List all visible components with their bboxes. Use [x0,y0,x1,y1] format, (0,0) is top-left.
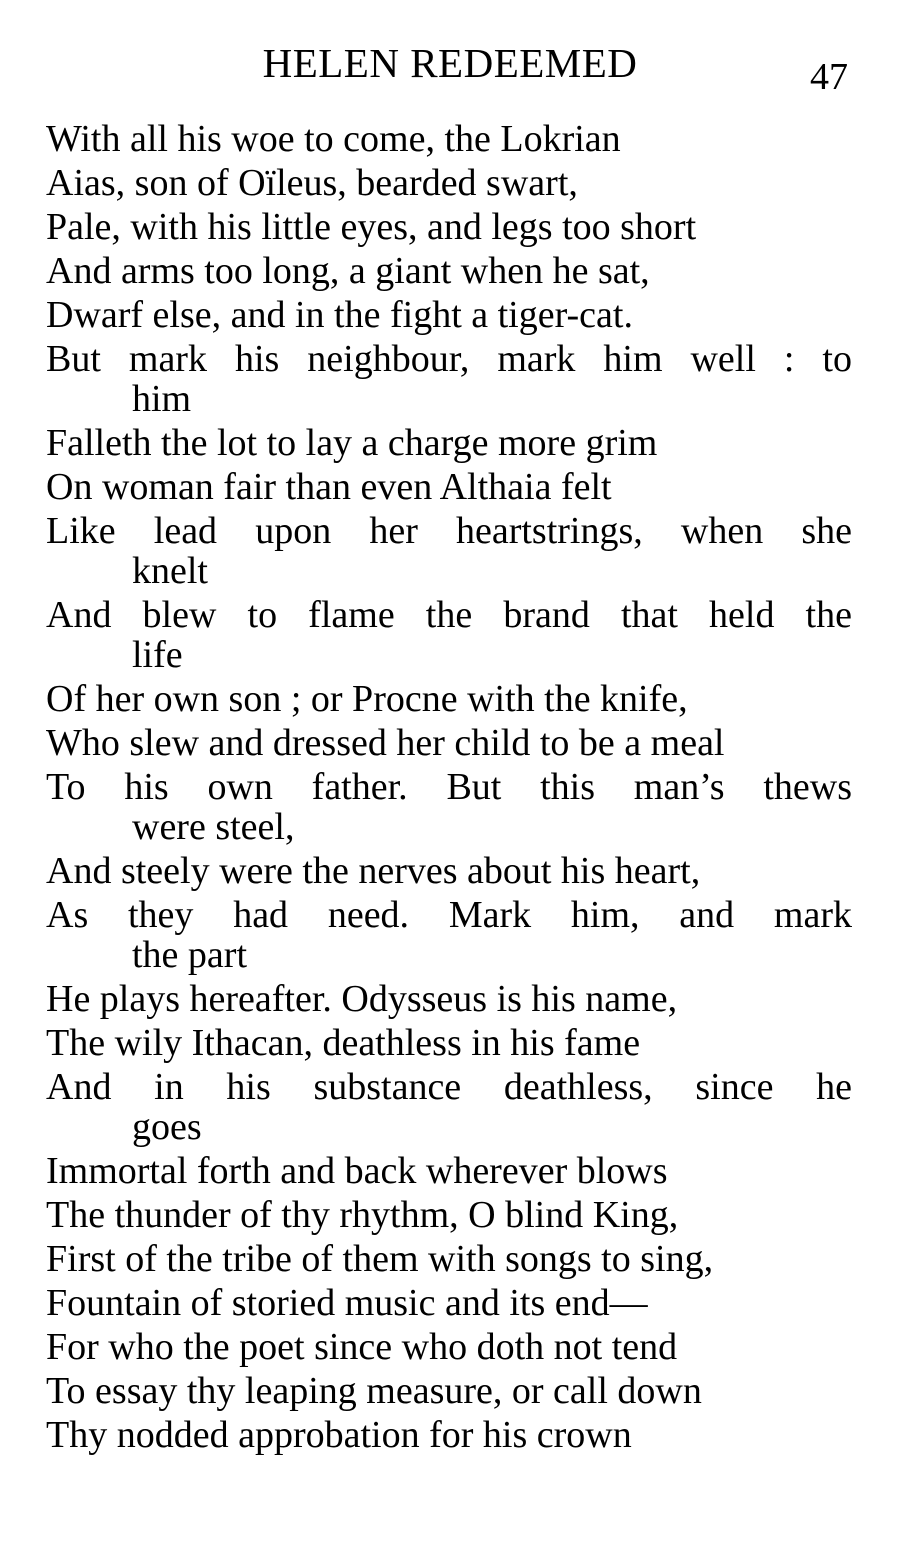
poem-line: To essay thy leaping measure, or call down [46,1370,702,1412]
poem-line-turnover: knelt [132,550,208,592]
poem-line: First of the tribe of them with songs to sing, [46,1238,714,1280]
poem-line-turnover: were steel, [132,806,295,848]
poem-line: He plays hereafter. Odysseus is his name, [46,978,678,1020]
poem-line: On woman fair than even Althaia felt [46,466,612,508]
poem-line: To his own father. But this man’s thews [46,766,852,808]
poem-line-turnover: him [132,378,192,420]
poem-text [46,117,852,1457]
poem-line: And in his substance deathless, since he [46,1066,852,1108]
poem-line: Falleth the lot to lay a charge more grim [46,422,658,464]
poem-line: And steely were the nerves about his heart, [46,850,701,892]
poem-line: The wily Ithacan, deathless in his fame [46,1022,641,1064]
poem-line: Of her own son ; or Procne with the knife, [46,678,688,720]
poem-line: For who the poet since who doth not tend [46,1326,678,1368]
poem-line: And blew to flame the brand that held the [46,594,852,636]
poem-line: Aias, son of Oïleus, bearded swart, [46,162,578,204]
page-number: 47 [810,56,848,98]
poem-line: Fountain of storied music and its end— [46,1282,648,1324]
poem-line: Pale, with his little eyes, and legs too short [46,206,697,248]
poem-line: As they had need. Mark him, and mark [46,894,852,936]
poem-line-turnover: life [132,634,183,676]
running-head [0,38,900,98]
poem-line: Who slew and dressed her child to be a meal [46,722,725,764]
poem-line: Dwarf else, and in the fight a tiger-cat. [46,294,633,336]
poem-line: The thunder of thy rhythm, O blind King, [46,1194,679,1236]
poem-line: With all his woe to come, the Lokrian [46,118,621,160]
poem-line: But mark his neighbour, mark him well : to [46,338,852,380]
poem-line: Thy nodded approbation for his crown [46,1414,632,1456]
poem-line: Immortal forth and back wherever blows [46,1150,668,1192]
running-title: HELEN REDEEMED [262,40,638,86]
poem-line-turnover: goes [132,1106,202,1148]
poem-line-turnover: the part [132,934,248,976]
poem-line: And arms too long, a giant when he sat, [46,250,650,292]
poem-line: Like lead upon her heartstrings, when she [46,510,852,552]
